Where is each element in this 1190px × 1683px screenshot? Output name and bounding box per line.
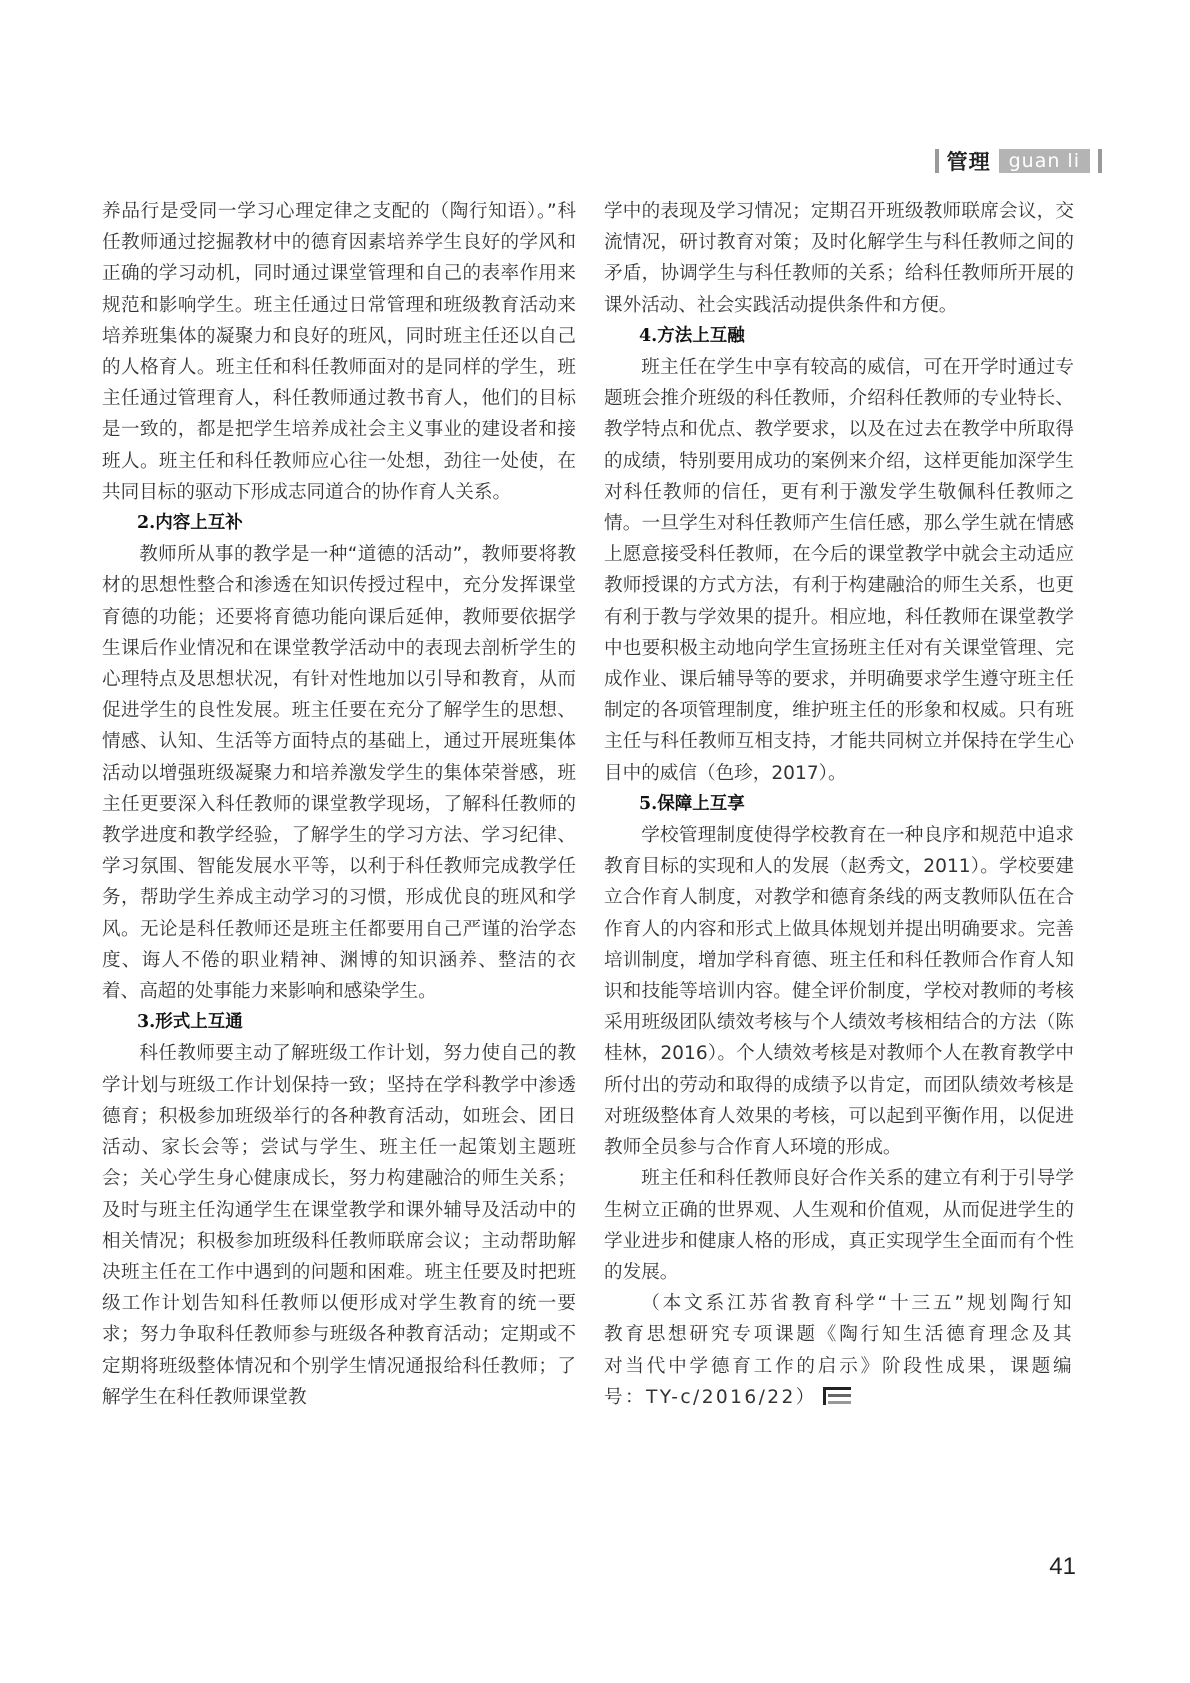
section-heading-5: 5.保障上互享	[639, 793, 745, 814]
left-column	[102, 196, 576, 1413]
paragraph: 学中的表现及学习情况；定期召开班级教师联席会议，交流情况，研讨教育对策；及时化解学生与科任教师之间的矛盾，协调学生与科任教师的关系；给科任教师所开展的课外活动、社会实践活动提供条件和方便。	[604, 201, 1074, 316]
header-bar-right	[1098, 149, 1102, 173]
running-header	[935, 148, 1102, 174]
conclusion-paragraph: 班主任和科任教师良好合作关系的建立有利于引导学生树立正确的世界观、人生观和价值观，从而促进学生的学业进步和健康人格的形成，真正实现学生全面而有个性的发展。	[604, 1168, 1074, 1283]
section-title: 管理	[946, 150, 991, 174]
paragraph: 教师所从事的教学是一种“道德的活动”，教师要将教材的思想性整合和渗透在知识传授过程中，充分发挥课堂育德的功能；还要将育德功能向课后延伸，教师要依据学生课后作业情况和在课堂教学活动中的表现去剖析学生的心理特点及思想状况，有针对性地加以引导和教育，从而促进学生的良性发展。班主任要在充分了解学生的思想、情感、认知、生活等方面特点的基础上，通过开展班集体活动以增强班级凝聚力和培养激发学生的集体荣誉感，班主任更要深入科任教师的课堂教学现场，了解科任教师的教学进度和教学经验，了解学生的学习方法、学习纪律、学习氛围、智能发展水平等，以利于科任教师完成教学任务，帮助学生养成主动学习的习惯，形成优良的班风和学风。无论是科任教师还是班主任都要用自己严谨的治学态度、诲人不倦的职业精神、渊博的知识涵养、整洁的衣着、高超的处事能力来影响和感染学生。	[102, 544, 576, 1003]
paragraph: 养品行是受同一学习心理定律之支配的（陶行知语）。”科任教师通过挖掘教材中的德育因素培养学生良好的学风和正确的学习动机，同时通过课堂管理和自己的表率作用来规范和影响学生。班主任通过日常管理和班级教育活动来培养班集体的凝聚力和良好的班风，同时班主任还以自己的人格育人。班主任和科任教师面对的是同样的学生，班主任通过管理育人，科任教师通过教书育人，他们的目标是一致的，都是把学生培养成社会主义事业的建设者和接班人。班主任和科任教师应心往一处想，劲往一处使，在共同目标的驱动下形成志同道合的协作育人关系。	[102, 201, 576, 503]
paragraph: 学校管理制度使得学校教育在一种良序和规范中追求教育目标的实现和人的发展（赵秀文，2011）。学校要建立合作育人制度，对教学和德育条线的两支教师队伍在合作育人的内容和形式上做具体规划并提出明确要求。完善培训制度，增加学科育德、班主任和科任教师合作育人知识和技能等培训内容。健全评价制度，学校对教师的考核采用班级团队绩效考核与个人绩效考核相结合的方法（陈桂林，2016）。个人绩效考核是对教师个人在教育教学中所付出的劳动和取得的成绩予以肯定，而团队绩效考核是对班级整体育人效果的考核，可以起到平衡作用，以促进教师全员参与合作育人环境的形成。	[604, 825, 1074, 1159]
section-heading-3: 3.形式上互通	[137, 1012, 243, 1033]
section-pinyin: guan li	[999, 149, 1090, 173]
section-heading-4: 4.方法上互融	[639, 325, 745, 346]
end-mark-icon	[823, 1387, 851, 1405]
section-heading-2: 2.内容上互补	[137, 513, 243, 534]
page-number: 41	[1049, 1553, 1076, 1580]
funding-text: （本文系江苏省教育科学“十三五”规划陶行知教育思想研究专项课题《陶行知生活德育理念及其对当代中学德育工作的启示》阶段性成果，课题编号：TY-c/2016/22）	[604, 1293, 1074, 1408]
right-column	[604, 196, 1074, 1413]
header-bar-left	[935, 149, 939, 173]
funding-note	[604, 1288, 1074, 1413]
paragraph: 科任教师要主动了解班级工作计划，努力使自己的教学计划与班级工作计划保持一致；坚持在学科教学中渗透德育；积极参加班级举行的各种教育活动，如班会、团日活动、家长会等；尝试与学生、班主任一起策划主题班会；关心学生身心健康成长，努力构建融洽的师生关系；及时与班主任沟通学生在课堂教学和课外辅导及活动中的相关情况；积极参加班级科任教师联席会议；主动帮助解决班主任在工作中遇到的问题和困难。班主任要及时把班级工作计划告知科任教师以便形成对学生教育的统一要求；努力争取科任教师参与班级各种教育活动；定期或不定期将班级整体情况和个别学生情况通报给科任教师；了解学生在科任教师课堂教	[102, 1043, 576, 1408]
paragraph: 班主任在学生中享有较高的威信，可在开学时通过专题班会推介班级的科任教师，介绍科任教师的专业特长、教学特点和优点、教学要求，以及在过去在教学中所取得的成绩，特别要用成功的案例来介绍，这样更能加深学生对科任教师的信任，更有利于激发学生敬佩科任教师之情。一旦学生对科任教师产生信任感，那么学生就在情感上愿意接受科任教师，在今后的课堂教学中就会主动适应教师授课的方式方法，有利于构建融洽的师生关系，也更有利于教与学效果的提升。相应地，科任教师在课堂教学中也要积极主动地向学生宣扬班主任对有关课堂管理、完成作业、课后辅导等的要求，并明确要求学生遵守班主任制定的各项管理制度，维护班主任的形象和权威。只有班主任与科任教师互相支持，才能共同树立并保持在学生心目中的威信（色珍，2017）。	[604, 357, 1074, 784]
